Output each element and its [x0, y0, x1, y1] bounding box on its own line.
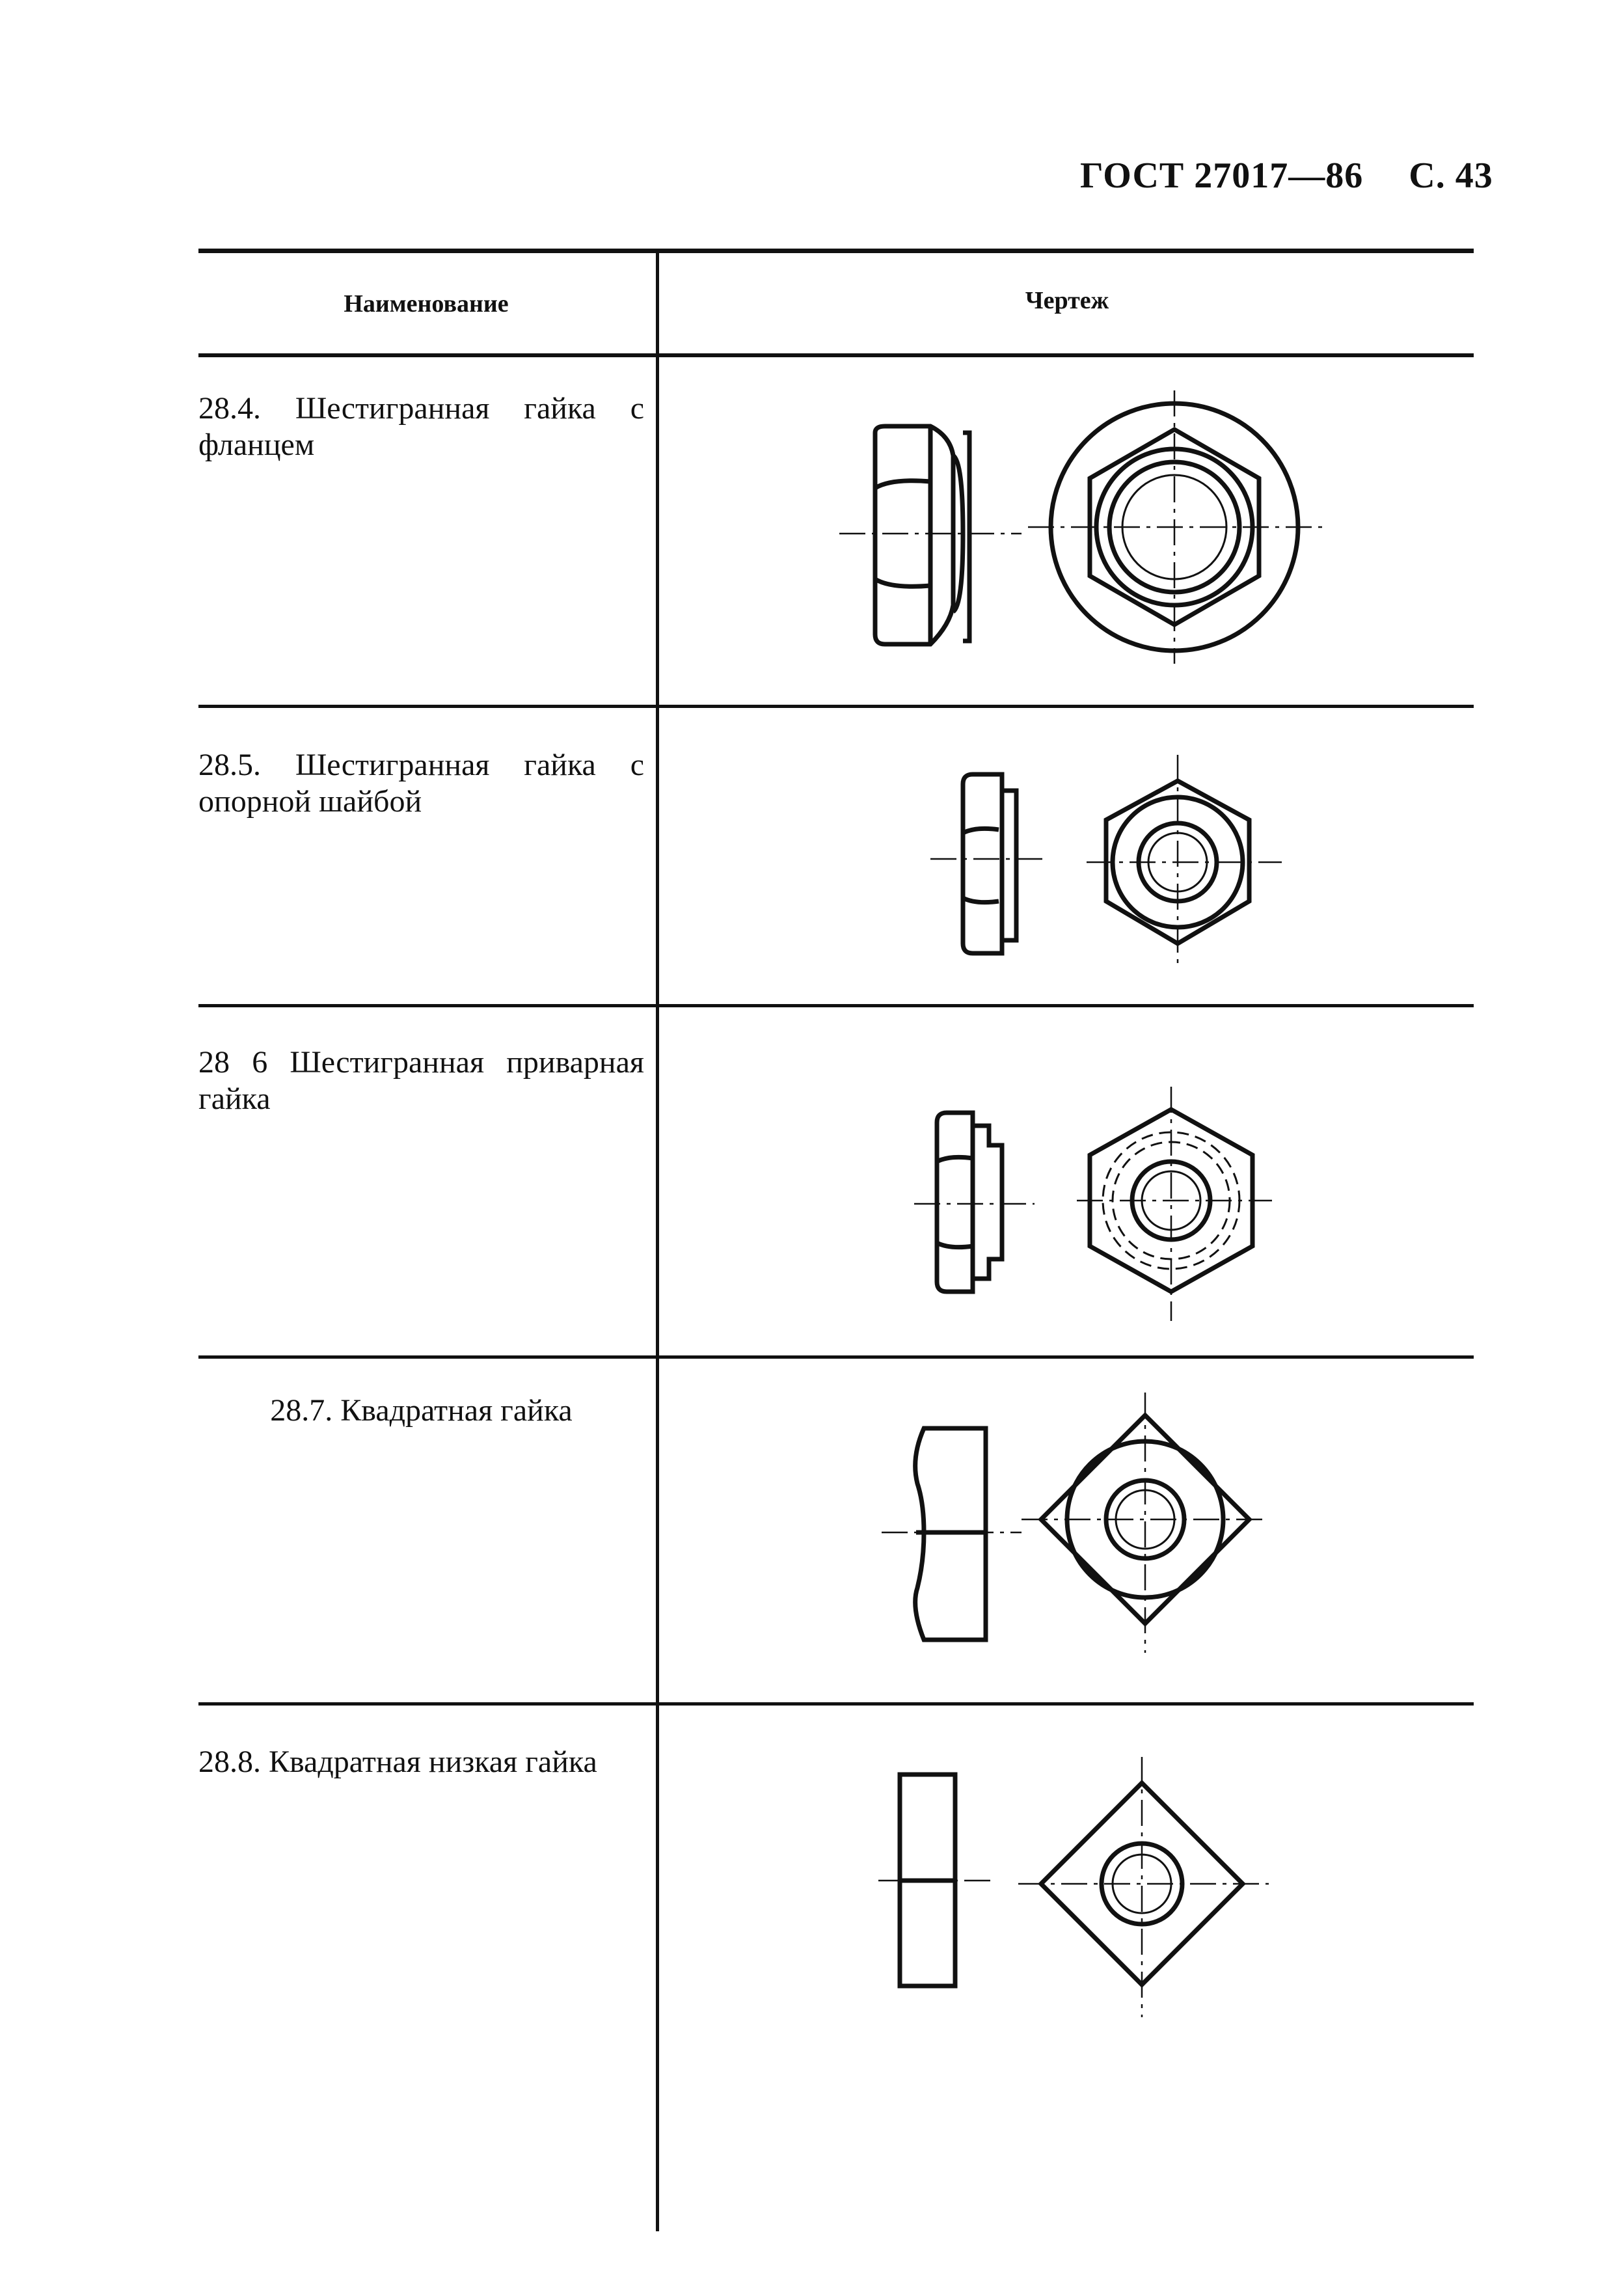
side-view: [914, 1113, 1035, 1292]
page-header: [1080, 155, 1493, 197]
square-thin-nut-drawing: [657, 1750, 1496, 2043]
front-view: [1077, 1087, 1272, 1321]
hex-nut-with-washer-drawing: [657, 755, 1496, 996]
row-separator: [198, 1355, 1474, 1359]
row-name-28-8: 28.8. Квадратная низкая гайка: [198, 1745, 597, 1779]
side-view: [930, 774, 1048, 953]
hex-flange-nut-drawing: [657, 384, 1496, 677]
hex-weld-nut-drawing: [657, 1087, 1496, 1334]
side-view: [882, 1428, 1022, 1640]
row-name-28-6: 28 6 Шестигранная приварная гайка: [198, 1045, 644, 1116]
square-nut-drawing: [657, 1386, 1496, 1692]
side-view: [878, 1774, 992, 1986]
table-top-rule: [198, 249, 1474, 253]
row-separator: [198, 1004, 1474, 1007]
row-name-28-7: 28.7. Квадратная гайка: [270, 1393, 573, 1428]
row-name-28-4: 28.4. Шестигранная гайка с фланцем: [198, 391, 644, 462]
column-header-name: Наименование: [344, 290, 509, 318]
standard-number: ГОСТ 27017—86: [1080, 156, 1364, 196]
row-separator: [198, 1702, 1474, 1706]
front-view: [1087, 755, 1282, 970]
row-separator: [198, 705, 1474, 708]
row-name-28-5: 28.5. Шестигранная гайка с опорной шайбой: [198, 748, 644, 819]
front-view: [1018, 1757, 1269, 2017]
column-header-drawing: Чертеж: [1025, 287, 1109, 314]
table-header-rule: [198, 353, 1474, 357]
side-view: [839, 426, 1022, 644]
front-view: [1022, 1393, 1269, 1653]
page-number: С. 43: [1409, 156, 1493, 196]
front-view: [1028, 390, 1327, 664]
